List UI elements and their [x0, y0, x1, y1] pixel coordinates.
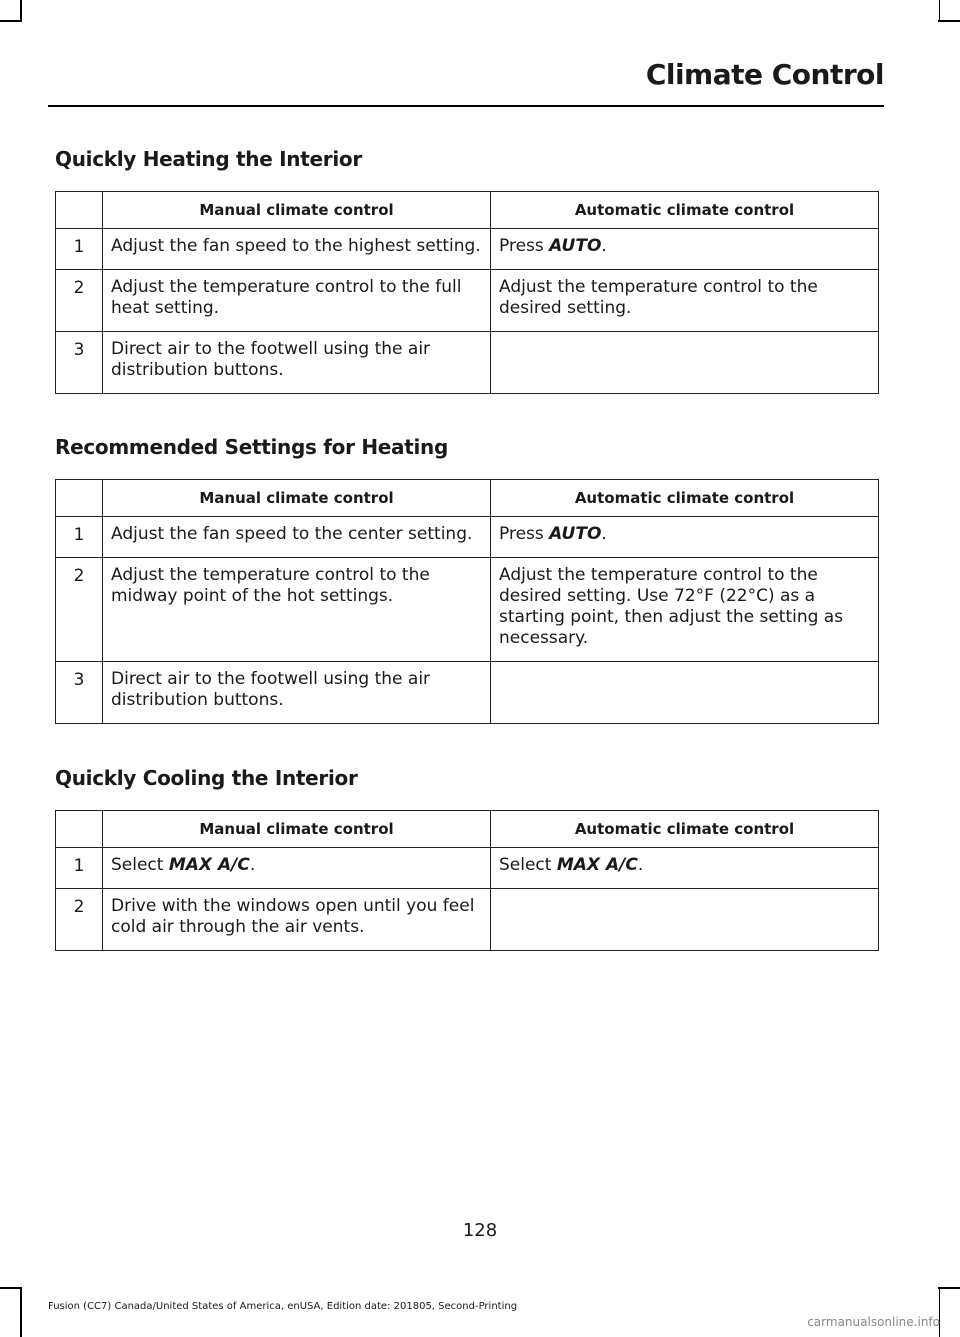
crop-mark — [0, 20, 22, 22]
climate-table — [55, 479, 879, 724]
auto-keyword: AUTO — [549, 236, 602, 256]
header-cell-blank — [56, 811, 103, 848]
manual-cell: Direct air to the footwell using the air distribution buttons. — [103, 332, 491, 394]
header-cell-manual: Manual climate control — [103, 192, 491, 229]
row-number: 1 — [56, 848, 103, 889]
header-cell-auto: Automatic climate control — [491, 480, 879, 517]
row-number: 1 — [56, 517, 103, 558]
row-number: 3 — [56, 332, 103, 394]
row-number: 2 — [56, 270, 103, 332]
auto-keyword: MAX A/C — [556, 855, 638, 875]
section-quick-cooling — [55, 766, 878, 951]
manual-cell: Drive with the windows open until you feel cold air through the air vents. — [103, 889, 491, 951]
auto-suffix: . — [637, 855, 644, 875]
row-number: 3 — [56, 662, 103, 724]
section-title: Quickly Heating the Interior — [55, 147, 362, 171]
auto-text: Press — [499, 524, 550, 544]
page-title: Climate Control — [645, 58, 884, 91]
row-number: 2 — [56, 558, 103, 662]
manual-cell: Adjust the fan speed to the highest setting. — [103, 229, 491, 270]
auto-cell — [491, 889, 879, 951]
header-cell-blank — [56, 480, 103, 517]
manual-cell: Direct air to the footwell using the air distribution buttons. — [103, 662, 491, 724]
header-cell-manual: Manual climate control — [103, 811, 491, 848]
table-row — [56, 517, 879, 558]
auto-cell — [491, 229, 879, 270]
climate-table — [55, 191, 879, 394]
edition-footer: Fusion (CC7) Canada/United States of America, enUSA, Edition date: 201805, Second-Printing — [48, 1301, 518, 1312]
header-cell-manual: Manual climate control — [103, 480, 491, 517]
climate-table — [55, 810, 879, 951]
auto-suffix: . — [601, 236, 607, 256]
manual-cell: Adjust the fan speed to the center setting. — [103, 517, 491, 558]
header-divider — [48, 105, 884, 107]
crop-mark — [20, 0, 22, 22]
auto-cell — [491, 662, 879, 724]
page-number: 128 — [462, 1220, 498, 1241]
table-row — [56, 662, 879, 724]
crop-mark — [939, 1287, 941, 1337]
row-number: 1 — [56, 229, 103, 270]
manual-cell: Adjust the temperature control to the full heat setting. — [103, 270, 491, 332]
auto-cell: Adjust the temperature control to the desired setting. Use 72°F (22°C) as a starting point, then adjust the setting as necessary. — [491, 558, 879, 662]
table-header-row — [56, 480, 879, 517]
table-header-row — [56, 811, 879, 848]
crop-mark — [938, 20, 960, 22]
section-title: Quickly Cooling the Interior — [55, 766, 358, 790]
auto-cell — [491, 332, 879, 394]
section-quick-heating — [55, 147, 878, 394]
table-row — [56, 229, 879, 270]
auto-cell: Adjust the temperature control to the desired setting. — [491, 270, 879, 332]
header-cell-auto: Automatic climate control — [491, 192, 879, 229]
auto-suffix: . — [601, 524, 607, 544]
manual-cell — [103, 848, 491, 889]
crop-mark — [939, 0, 941, 22]
table-header-row — [56, 192, 879, 229]
manual-cell: Adjust the temperature control to the midway point of the hot settings. — [103, 558, 491, 662]
header-cell-auto: Automatic climate control — [491, 811, 879, 848]
table-row — [56, 270, 879, 332]
row-number: 2 — [56, 889, 103, 951]
auto-cell — [491, 848, 879, 889]
crop-mark — [938, 1287, 960, 1289]
table-row — [56, 889, 879, 951]
section-recommended-heating — [55, 435, 878, 724]
crop-mark — [20, 1287, 22, 1337]
auto-text: Select — [499, 855, 557, 875]
manual-text: Select — [111, 855, 169, 875]
manual-keyword: MAX A/C — [168, 855, 250, 875]
table-row — [56, 848, 879, 889]
crop-mark — [0, 1287, 22, 1289]
watermark: carmanualsonline.info — [807, 1315, 940, 1329]
header-cell-blank — [56, 192, 103, 229]
table-row — [56, 558, 879, 662]
auto-cell — [491, 517, 879, 558]
section-title: Recommended Settings for Heating — [55, 435, 449, 459]
auto-text: Press — [499, 236, 550, 256]
table-row — [56, 332, 879, 394]
auto-keyword: AUTO — [549, 524, 602, 544]
manual-suffix: . — [249, 855, 256, 875]
